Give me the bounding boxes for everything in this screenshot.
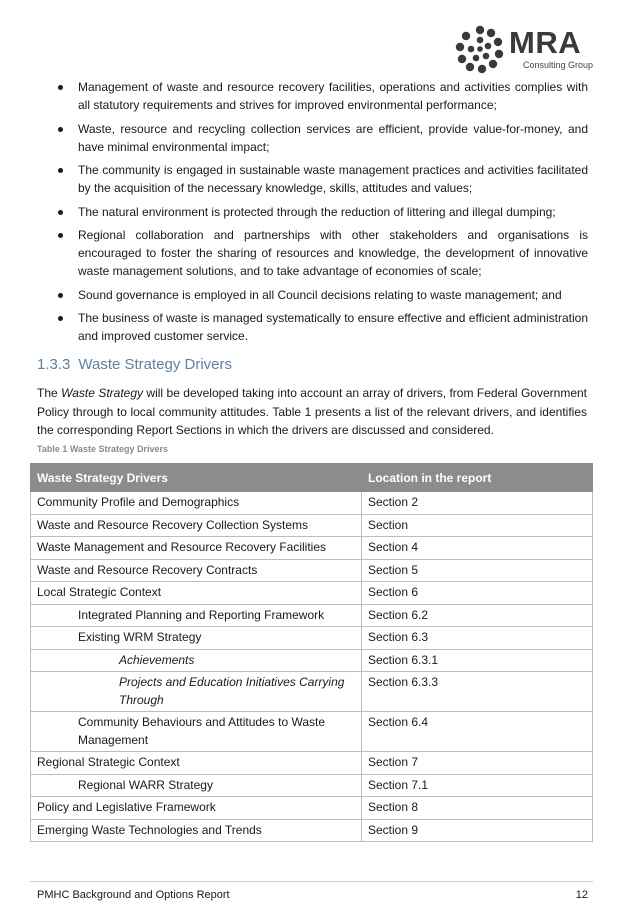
intro-italic: Waste Strategy — [61, 386, 144, 400]
list-item — [58, 161, 588, 197]
table-row — [31, 604, 593, 627]
location-cell: Section 6 — [362, 582, 593, 605]
driver-cell: Waste and Resource Recovery Contracts — [31, 559, 362, 582]
location-cell: Section 8 — [362, 797, 593, 820]
bullet-icon — [58, 210, 63, 215]
header-location: Location in the report — [362, 464, 593, 492]
logo-mark-icon — [455, 24, 505, 74]
table-caption: Table 1 Waste Strategy Drivers — [37, 444, 169, 454]
table-row — [31, 797, 593, 820]
bullet-icon — [58, 127, 63, 132]
table-row — [31, 537, 593, 560]
driver-cell: Emerging Waste Technologies and Trends — [31, 819, 362, 842]
section-number: 1.3.3 — [37, 356, 71, 373]
mra-logo — [455, 24, 595, 74]
location-cell: Section 6.4 — [362, 712, 593, 752]
location-cell: Section 7.1 — [362, 774, 593, 797]
bullet-icon — [58, 233, 63, 238]
driver-cell: Waste and Resource Recovery Collection Systems — [31, 514, 362, 537]
table-row — [31, 514, 593, 537]
list-item-text: Regional collaboration and partnerships with other stakeholders and organisations is encouraged to foster the sharing of resources and knowledge, the development of innovative waste management solutions, and to take advantage of economies of scale; — [78, 228, 588, 278]
driver-cell: Community Behaviours and Attitudes to Waste Management — [31, 712, 362, 752]
list-item — [58, 203, 588, 221]
drivers-table — [30, 463, 593, 842]
location-cell: Section 7 — [362, 752, 593, 775]
footer-title: PMHC Background and Options Report — [37, 889, 230, 901]
driver-cell: Waste Management and Resource Recovery Facilities — [31, 537, 362, 560]
footer-divider — [30, 881, 593, 882]
driver-cell: Community Profile and Demographics — [31, 492, 362, 515]
bullet-icon — [58, 85, 63, 90]
list-item-text: The business of waste is managed systematically to ensure effective and efficient administration and improved customer service. — [78, 311, 588, 343]
list-item-text: Waste, resource and recycling collection services are efficient, provide value-for-money, and have minimal environmental impact; — [78, 121, 588, 154]
header-drivers: Waste Strategy Drivers — [31, 464, 362, 492]
driver-cell: Integrated Planning and Reporting Framework — [31, 604, 362, 627]
table-row — [31, 582, 593, 605]
list-item — [58, 120, 588, 156]
logo-name: MRA — [509, 25, 582, 60]
list-item — [58, 286, 588, 304]
driver-cell: Projects and Education Initiatives Carrying Through — [31, 672, 362, 712]
list-item-text: The natural environment is protected through the reduction of littering and illegal dumping; — [78, 204, 556, 219]
location-cell: Section 5 — [362, 559, 593, 582]
bullet-icon — [58, 293, 63, 298]
list-item-text: Management of waste and resource recovery facilities, operations and activities complies with all statutory requirements and strives for improved environmental performance; — [78, 80, 588, 112]
table-row — [31, 774, 593, 797]
location-cell: Section 6.3.3 — [362, 672, 593, 712]
driver-cell: Regional Strategic Context — [31, 752, 362, 775]
driver-cell: Regional WARR Strategy — [31, 774, 362, 797]
intro-after: will be developed taking into account an array of drivers, from Federal Government Policy through to local community attitudes. Table 1 presents a list of the relevant drivers, and identifies the corresponding Report Sections in which the drivers are discussed and considered. — [37, 386, 587, 437]
table-row — [31, 672, 593, 712]
table-row — [31, 559, 593, 582]
list-item — [58, 226, 588, 280]
table-header-row — [31, 464, 593, 492]
section-heading — [37, 356, 232, 373]
location-cell: Section 2 — [362, 492, 593, 515]
location-cell: Section 6.3 — [362, 627, 593, 650]
location-cell: Section 6.2 — [362, 604, 593, 627]
location-cell: Section 6.3.1 — [362, 649, 593, 672]
bullet-icon — [58, 316, 63, 321]
location-cell: Section — [362, 514, 593, 537]
list-item — [58, 78, 588, 114]
table-row — [31, 712, 593, 752]
table-row — [31, 752, 593, 775]
table-body — [31, 492, 593, 842]
list-item-text: Sound governance is employed in all Council decisions relating to waste management; and — [78, 287, 562, 302]
table-row — [31, 492, 593, 515]
list-item-text: The community is engaged in sustainable waste management practices and activities facilitated by the acquisition of the necessary knowledge, skills, attitudes and values; — [78, 163, 588, 195]
logo-subtitle: Consulting Group — [523, 60, 594, 70]
table-row — [31, 627, 593, 650]
table-row — [31, 649, 593, 672]
objectives-list — [58, 78, 588, 351]
intro-paragraph — [37, 384, 587, 440]
table-row — [31, 819, 593, 842]
section-title: Waste Strategy Drivers — [78, 356, 233, 373]
driver-cell: Policy and Legislative Framework — [31, 797, 362, 820]
bullet-icon — [58, 168, 63, 173]
page-number: 12 — [575, 889, 588, 901]
driver-cell: Local Strategic Context — [31, 582, 362, 605]
location-cell: Section 4 — [362, 537, 593, 560]
driver-cell: Existing WRM Strategy — [31, 627, 362, 650]
driver-cell: Achievements — [31, 649, 362, 672]
intro-before: The — [37, 386, 62, 400]
list-item — [58, 309, 588, 345]
location-cell: Section 9 — [362, 819, 593, 842]
